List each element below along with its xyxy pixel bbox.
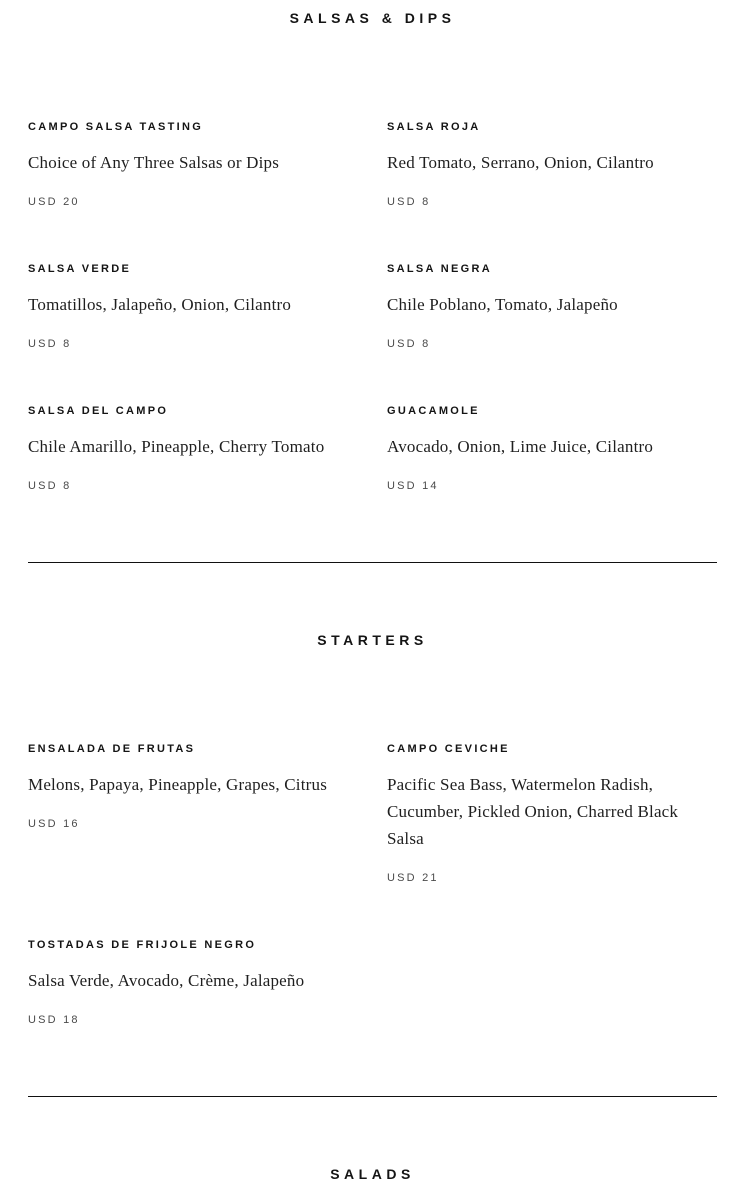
item-description: Salsa Verde, Avocado, Crème, Jalapeño [28, 971, 305, 990]
item-name: SALSA NEGRA [387, 263, 492, 275]
menu-section [28, 10, 717, 562]
item-description: Chile Amarillo, Pineapple, Cherry Tomato [28, 437, 325, 456]
section-title: SALSAS & DIPS [289, 10, 456, 26]
section-items [28, 121, 717, 562]
item-name: SALSA ROJA [387, 121, 481, 133]
item-description: Avocado, Onion, Lime Juice, Cilantro [387, 437, 654, 456]
menu-item [387, 743, 717, 884]
menu-item [387, 121, 717, 208]
item-description: Pacific Sea Bass, Watermelon Radish, Cucumber, Pickled Onion, Charred Black Salsa [387, 775, 679, 848]
item-price: USD 20 [28, 196, 80, 208]
section-title: STARTERS [317, 632, 428, 648]
item-price: USD 8 [387, 338, 431, 350]
item-name: CAMPO SALSA TASTING [28, 121, 204, 133]
item-description: Melons, Papaya, Pineapple, Grapes, Citrus [28, 775, 328, 794]
item-name: SALSA DEL CAMPO [28, 405, 169, 417]
menu-section [28, 562, 717, 1096]
item-price: USD 18 [28, 1014, 80, 1026]
menu-item [28, 743, 358, 830]
menu-item [28, 405, 358, 492]
menu-section [28, 1096, 717, 1182]
item-price: USD 8 [387, 196, 431, 208]
item-name: ENSALADA DE FRUTAS [28, 743, 196, 755]
menu-item [387, 263, 717, 350]
item-price: USD 16 [28, 818, 80, 830]
section-items [28, 743, 717, 1096]
menu-item [28, 263, 358, 350]
menu-item [387, 405, 717, 492]
menu-item [28, 939, 358, 1026]
item-description: Red Tomato, Serrano, Onion, Cilantro [387, 153, 654, 172]
item-description: Chile Poblano, Tomato, Jalapeño [387, 295, 618, 314]
item-name: GUACAMOLE [387, 405, 480, 417]
item-price: USD 21 [387, 872, 439, 884]
item-price: USD 8 [28, 480, 72, 492]
item-description: Choice of Any Three Salsas or Dips [28, 153, 280, 172]
item-price: USD 8 [28, 338, 72, 350]
section-title: SALADS [330, 1166, 415, 1182]
item-description: Tomatillos, Jalapeño, Onion, Cilantro [28, 295, 292, 314]
item-price: USD 14 [387, 480, 439, 492]
item-name: SALSA VERDE [28, 263, 132, 275]
menu-item [28, 121, 358, 208]
item-name: CAMPO CEVICHE [387, 743, 510, 755]
item-name: TOSTADAS DE FRIJOLE NEGRO [28, 939, 257, 951]
